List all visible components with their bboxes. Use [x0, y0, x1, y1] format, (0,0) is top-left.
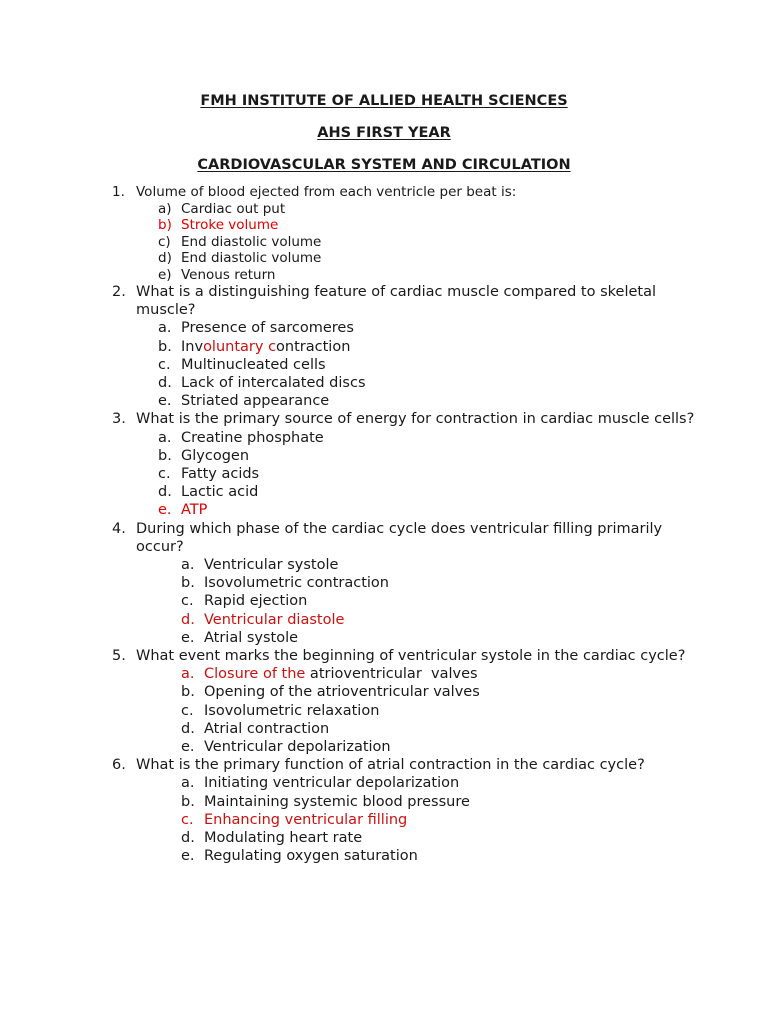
option	[0, 267, 768, 284]
option-text: ATP	[181, 502, 208, 519]
option	[0, 592, 768, 610]
question-text: Volume of blood ejected from each ventricle per beat is:	[136, 184, 517, 200]
option-text: Isovolumetric contraction	[204, 575, 389, 592]
option	[0, 356, 768, 374]
option-label: c)	[158, 233, 171, 250]
option-label: a)	[158, 200, 172, 217]
option-text: Opening of the atrioventricular valves	[204, 684, 480, 701]
question-number: 6.	[112, 757, 126, 774]
option-text: End diastolic volume	[181, 250, 322, 266]
option	[0, 702, 768, 720]
question-number: 5.	[112, 648, 126, 665]
option-label: b)	[158, 217, 172, 233]
option-label: b.	[181, 684, 195, 701]
option	[0, 847, 768, 865]
option	[0, 738, 768, 756]
option	[0, 829, 768, 847]
option-label: a.	[181, 666, 195, 683]
option-label: d.	[158, 484, 172, 501]
option	[0, 793, 768, 811]
option-text: Cardiac out put	[181, 200, 286, 217]
option-label: c.	[181, 811, 194, 828]
question-6	[0, 756, 768, 865]
option	[0, 683, 768, 701]
options-list	[0, 319, 768, 410]
question-number: 1.	[112, 184, 125, 200]
option-text: Atrial systole	[204, 629, 299, 646]
option-text-highlight: oluntary c	[203, 338, 277, 355]
question-4	[0, 520, 768, 647]
option-label: a.	[181, 775, 195, 792]
question-text: What is the primary function of atrial contraction in the cardiac cycle?	[136, 757, 645, 774]
option-text-part: Inv	[181, 338, 204, 355]
option	[0, 392, 768, 410]
option-text: End diastolic volume	[181, 233, 322, 250]
option	[0, 250, 768, 267]
question-number: 4.	[112, 520, 126, 537]
option-text: Creatine phosphate	[181, 429, 324, 446]
option-label: c.	[181, 593, 194, 610]
option-text: Lack of intercalated discs	[181, 375, 366, 392]
option-label: c.	[158, 466, 171, 483]
option-label: c.	[158, 356, 171, 373]
option-text	[204, 665, 768, 683]
option-text: Regulating oxygen saturation	[204, 848, 418, 865]
option-text: Atrial contraction	[204, 720, 330, 737]
option-text: Venous return	[181, 266, 276, 283]
option-answer	[0, 811, 768, 829]
option-text: Rapid ejection	[204, 593, 308, 610]
option-label: b.	[181, 793, 195, 810]
option-label: a.	[158, 320, 172, 337]
option-label: b.	[158, 338, 172, 355]
question-number: 2.	[112, 284, 126, 300]
year-title: AHS FIRST YEAR	[317, 125, 451, 141]
option-text: Ventricular diastole	[204, 611, 345, 628]
option	[0, 556, 768, 574]
question-3	[0, 410, 768, 519]
option-label: d.	[181, 611, 195, 628]
options-list	[0, 556, 768, 647]
question-1	[0, 184, 768, 283]
options-list	[0, 429, 768, 520]
option-text: Ventricular systole	[204, 557, 339, 574]
question-text: What is the primary source of energy for contraction in cardiac muscle cells?	[136, 411, 695, 428]
option-answer	[0, 611, 768, 629]
option-text: Ventricular depolarization	[204, 739, 391, 756]
option-answer	[0, 217, 768, 234]
question-text: During which phase of the cardiac cycle does ventricular filling primarily occur?	[136, 520, 663, 555]
institute-title: FMH INSTITUTE OF ALLIED HEALTH SCIENCES	[200, 93, 568, 109]
option-text: Initiating ventricular depolarization	[204, 775, 460, 792]
question-text: What is a distinguishing feature of cardiac muscle compared to skeletal muscle?	[136, 284, 656, 319]
option	[0, 374, 768, 392]
option-text: Enhancing ventricular filling	[204, 811, 408, 828]
option-label: a.	[158, 429, 172, 446]
option-text: Multinucleated cells	[181, 356, 326, 373]
option-text-part: ontraction	[276, 338, 351, 355]
option	[0, 338, 768, 356]
option	[0, 234, 768, 251]
option-label: e)	[158, 266, 172, 283]
option	[0, 465, 768, 483]
option	[0, 447, 768, 465]
options-list	[0, 774, 768, 865]
option-label: d)	[158, 250, 172, 266]
option-label: e.	[181, 629, 195, 646]
option-text: Presence of sarcomeres	[181, 320, 354, 337]
option-label: b.	[158, 447, 172, 464]
option-text-highlight: Closure of the	[204, 666, 306, 683]
option	[0, 429, 768, 447]
option-label: b.	[181, 575, 195, 592]
question-list	[0, 184, 768, 866]
option	[0, 574, 768, 592]
question-2	[0, 283, 768, 410]
option	[0, 720, 768, 738]
option	[0, 483, 768, 501]
option-text: Isovolumetric relaxation	[204, 702, 380, 719]
option-label: e.	[158, 393, 172, 410]
option	[0, 319, 768, 337]
option-text: Glycogen	[181, 447, 250, 464]
option	[0, 201, 768, 218]
option-label: a.	[181, 557, 195, 574]
option-label: e.	[158, 502, 172, 519]
option-answer	[0, 501, 768, 519]
question-text: What event marks the beginning of ventricular systole in the cardiac cycle?	[136, 648, 686, 665]
option-text-part: atrioventricular valves	[305, 666, 478, 683]
options-list	[0, 665, 768, 756]
option-text: Maintaining systemic blood pressure	[204, 793, 470, 810]
option	[0, 774, 768, 792]
option-text: Lactic acid	[181, 484, 259, 501]
option-text: Striated appearance	[181, 393, 330, 410]
option-label: d.	[158, 375, 172, 392]
option-label: c.	[181, 702, 194, 719]
option	[0, 629, 768, 647]
option-text	[181, 338, 768, 356]
question-number: 3.	[112, 411, 126, 428]
option-text: Modulating heart rate	[204, 830, 363, 847]
option-label: d.	[181, 720, 195, 737]
option-text: Stroke volume	[181, 217, 279, 233]
option-text: Fatty acids	[181, 466, 260, 483]
option-label: e.	[181, 848, 195, 865]
question-5	[0, 647, 768, 756]
options-list	[0, 201, 768, 284]
subject-title: CARDIOVASCULAR SYSTEM AND CIRCULATION	[197, 157, 571, 173]
option-answer	[0, 665, 768, 683]
option-label: e.	[181, 739, 195, 756]
option-label: d.	[181, 830, 195, 847]
